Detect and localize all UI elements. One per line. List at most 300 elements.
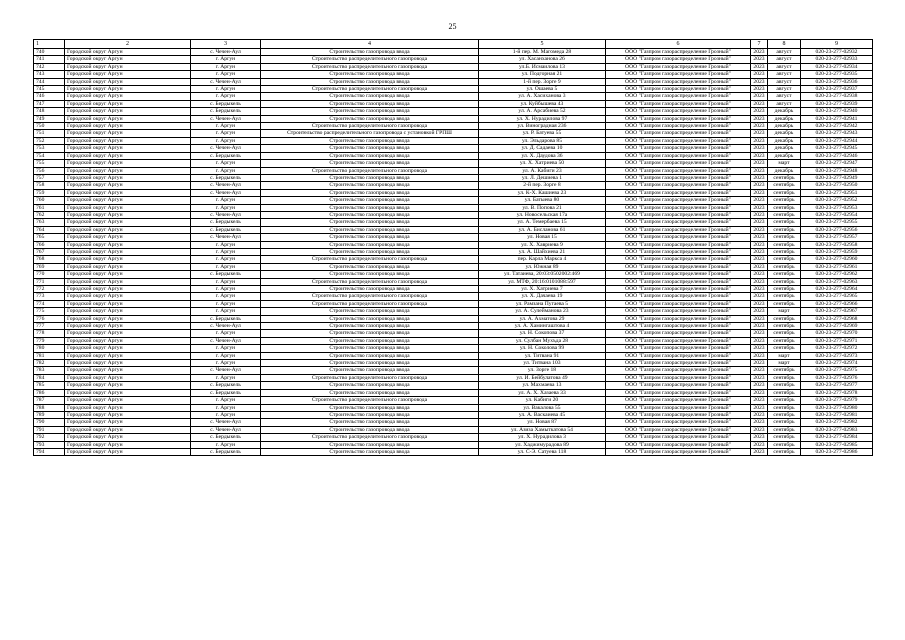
- address-cell: ул. Н. Соколова 99: [479, 345, 606, 352]
- table-row: [34, 271, 873, 278]
- work-type-cell: Строительство распределительного газопровода с установкой ГРПШ: [261, 130, 479, 137]
- registry-number-cell: 020-23-277-02955: [801, 219, 873, 226]
- month-cell: август: [768, 49, 801, 56]
- organization-cell: ООО "Газпром газораспределение Грозный": [606, 382, 751, 389]
- municipality-cell: Городской округ Аргун: [65, 108, 191, 115]
- table-row: [34, 367, 873, 374]
- month-cell: декабрь: [768, 108, 801, 115]
- organization-cell: ООО "Газпром газораспределение Грозный": [606, 448, 751, 455]
- table-row: [34, 352, 873, 359]
- work-type-cell: Строительство распределительного газопровода: [261, 63, 479, 70]
- organization-cell: ООО "Газпром газораспределение Грозный": [606, 330, 751, 337]
- work-type-cell: Строительство газопровода ввода: [261, 71, 479, 78]
- month-cell: сентябрь: [768, 345, 801, 352]
- registry-number-cell: 020-23-277-02974: [801, 360, 873, 367]
- table-row: [34, 137, 873, 144]
- work-type-cell: Строительство газопровода ввода: [261, 263, 479, 270]
- municipality-cell: Городской округ Аргун: [65, 234, 191, 241]
- work-type-cell: Строительство распределительного газопровода: [261, 56, 479, 63]
- row-number-cell: 765: [34, 234, 65, 241]
- address-cell: ул. Хаджимурадова 89: [479, 441, 606, 448]
- registry-number-cell: 020-23-277-02986: [801, 448, 873, 455]
- organization-cell: ООО "Газпром газораспределение Грозный": [606, 426, 751, 433]
- organization-cell: ООО "Газпром газораспределение Грозный": [606, 93, 751, 100]
- year-cell: 2023: [751, 204, 768, 211]
- work-type-cell: Строительство газопровода ввода: [261, 248, 479, 255]
- year-cell: 2023: [751, 308, 768, 315]
- year-cell: 2023: [751, 160, 768, 167]
- municipality-cell: Городской округ Аргун: [65, 434, 191, 441]
- address-cell: ул. Л. Дешиева 1: [479, 174, 606, 181]
- registry-number-cell: 020-23-277-02943: [801, 130, 873, 137]
- year-cell: 2023: [751, 174, 768, 181]
- row-number-cell: 782: [34, 360, 65, 367]
- row-number-cell: 763: [34, 219, 65, 226]
- row-number-cell: 754: [34, 152, 65, 159]
- month-cell: сентябрь: [768, 323, 801, 330]
- address-cell: ул. А. Васкаиева 45: [479, 411, 606, 418]
- row-number-cell: 773: [34, 293, 65, 300]
- row-number-cell: 779: [34, 337, 65, 344]
- month-cell: август: [768, 100, 801, 107]
- municipality-cell: Городской округ Аргун: [65, 167, 191, 174]
- work-type-cell: Строительство газопровода ввода: [261, 441, 479, 448]
- organization-cell: ООО "Газпром газораспределение Грозный": [606, 211, 751, 218]
- address-cell: ул. Куйбышева 43: [479, 100, 606, 107]
- registry-number-cell: 020-23-277-02947: [801, 160, 873, 167]
- settlement-cell: с. Бердыкель: [191, 271, 261, 278]
- month-cell: сентябрь: [768, 241, 801, 248]
- work-type-cell: Строительство распределительного газопровода: [261, 434, 479, 441]
- municipality-cell: Городской округ Аргун: [65, 130, 191, 137]
- year-cell: 2023: [751, 100, 768, 107]
- settlement-cell: с. Чечен-Аул: [191, 426, 261, 433]
- registry-number-cell: 020-23-277-02962: [801, 271, 873, 278]
- municipality-cell: Городской округ Аргун: [65, 145, 191, 152]
- organization-cell: ООО "Газпром газораспределение Грозный": [606, 411, 751, 418]
- work-type-cell: Строительство газопровода ввода: [261, 389, 479, 396]
- month-cell: сентябрь: [768, 182, 801, 189]
- organization-cell: ООО "Газпром газораспределение Грозный": [606, 263, 751, 270]
- year-cell: 2023: [751, 352, 768, 359]
- organization-cell: ООО "Газпром газораспределение Грозный": [606, 152, 751, 159]
- registry-number-cell: 020-23-277-02965: [801, 293, 873, 300]
- registry-number-cell: 020-23-277-02937: [801, 86, 873, 93]
- work-type-cell: Строительство газопровода ввода: [261, 93, 479, 100]
- address-cell: ул. С-Э. Сатуева 118: [479, 448, 606, 455]
- year-cell: 2023: [751, 211, 768, 218]
- row-number-cell: 771: [34, 278, 65, 285]
- work-type-cell: Строительство газопровода ввода: [261, 197, 479, 204]
- month-cell: декабрь: [768, 145, 801, 152]
- month-cell: сентябрь: [768, 374, 801, 381]
- work-type-cell: Строительство газопровода ввода: [261, 345, 479, 352]
- year-cell: 2023: [751, 345, 768, 352]
- header-cell: 7: [751, 40, 768, 49]
- table-row: [34, 182, 873, 189]
- settlement-cell: г. Аргун: [191, 130, 261, 137]
- organization-cell: ООО "Газпром газораспределение Грозный": [606, 278, 751, 285]
- table-row: [34, 174, 873, 181]
- registry-number-cell: 020-23-277-02940: [801, 108, 873, 115]
- registry-number-cell: 020-23-277-02957: [801, 234, 873, 241]
- row-number-cell: 748: [34, 108, 65, 115]
- year-cell: 2023: [751, 241, 768, 248]
- settlement-cell: г. Аргун: [191, 352, 261, 359]
- settlement-cell: с. Бердыкель: [191, 152, 261, 159]
- year-cell: 2023: [751, 367, 768, 374]
- registry-number-cell: 020-23-277-02977: [801, 382, 873, 389]
- table-row: [34, 167, 873, 174]
- row-number-cell: 788: [34, 404, 65, 411]
- municipality-cell: Городской округ Аргун: [65, 204, 191, 211]
- year-cell: 2023: [751, 256, 768, 263]
- year-cell: 2023: [751, 300, 768, 307]
- table-row: [34, 93, 873, 100]
- year-cell: 2023: [751, 271, 768, 278]
- table-row: [34, 226, 873, 233]
- month-cell: сентябрь: [768, 434, 801, 441]
- month-cell: сентябрь: [768, 300, 801, 307]
- address-cell: ул. Махмаева 13: [479, 382, 606, 389]
- row-number-cell: 740: [34, 49, 65, 56]
- month-cell: сентябрь: [768, 226, 801, 233]
- municipality-cell: Городской округ Аргун: [65, 263, 191, 270]
- registry-number-cell: 020-23-277-02941: [801, 115, 873, 122]
- work-type-cell: Строительство газопровода ввода: [261, 78, 479, 85]
- registry-number-cell: 020-23-277-02984: [801, 434, 873, 441]
- year-cell: 2023: [751, 426, 768, 433]
- organization-cell: ООО "Газпром газораспределение Грозный": [606, 345, 751, 352]
- month-cell: сентябрь: [768, 271, 801, 278]
- registry-number-cell: 020-23-277-02983: [801, 426, 873, 433]
- registry-number-cell: 020-23-277-02966: [801, 300, 873, 307]
- work-type-cell: Строительство газопровода ввода: [261, 182, 479, 189]
- table-row: [34, 71, 873, 78]
- organization-cell: ООО "Газпром газораспределение Грозный": [606, 337, 751, 344]
- municipality-cell: Городской округ Аргун: [65, 360, 191, 367]
- settlement-cell: г. Аргун: [191, 345, 261, 352]
- settlement-cell: с. Бердыкель: [191, 389, 261, 396]
- month-cell: сентябрь: [768, 293, 801, 300]
- registry-number-cell: 020-23-277-02969: [801, 323, 873, 330]
- municipality-cell: Городской округ Аргун: [65, 382, 191, 389]
- table-row: [34, 248, 873, 255]
- municipality-cell: Городской округ Аргун: [65, 115, 191, 122]
- organization-cell: ООО "Газпром газораспределение Грозный": [606, 167, 751, 174]
- table-row: [34, 448, 873, 455]
- month-cell: сентябрь: [768, 256, 801, 263]
- address-cell: ул. К-Х. Кашиева 23: [479, 189, 606, 196]
- table-row: [34, 63, 873, 70]
- year-cell: 2023: [751, 286, 768, 293]
- month-cell: март: [768, 160, 801, 167]
- settlement-cell: с. Чечен-Аул: [191, 367, 261, 374]
- registry-number-cell: 020-23-277-02961: [801, 263, 873, 270]
- organization-cell: ООО "Газпром газораспределение Грозный": [606, 360, 751, 367]
- organization-cell: ООО "Газпром газораспределение Грозный": [606, 100, 751, 107]
- registry-number-cell: 020-23-277-02953: [801, 204, 873, 211]
- row-number-cell: 745: [34, 86, 65, 93]
- municipality-cell: Городской округ Аргун: [65, 63, 191, 70]
- registry-number-cell: 020-23-277-02939: [801, 100, 873, 107]
- settlement-cell: г. Аргун: [191, 241, 261, 248]
- municipality-cell: Городской округ Аргун: [65, 397, 191, 404]
- work-type-cell: Строительство газопровода ввода: [261, 211, 479, 218]
- registry-number-cell: 020-23-277-02933: [801, 56, 873, 63]
- registry-number-cell: 020-23-277-02932: [801, 49, 873, 56]
- row-number-cell: 770: [34, 271, 65, 278]
- month-cell: август: [768, 86, 801, 93]
- row-number-cell: 780: [34, 345, 65, 352]
- address-cell: пер. Карла Маркса 4: [479, 256, 606, 263]
- row-number-cell: 778: [34, 330, 65, 337]
- municipality-cell: Городской округ Аргун: [65, 271, 191, 278]
- organization-cell: ООО "Газпром газораспределение Грозный": [606, 352, 751, 359]
- work-type-cell: Строительство газопровода ввода: [261, 315, 479, 322]
- municipality-cell: Городской округ Аргун: [65, 182, 191, 189]
- month-cell: сентябрь: [768, 219, 801, 226]
- work-type-cell: Строительство газопровода ввода: [261, 226, 479, 233]
- municipality-cell: Городской округ Аргун: [65, 448, 191, 455]
- work-type-cell: Строительство распределительного газопровода: [261, 374, 479, 381]
- registry-number-cell: 020-23-277-02935: [801, 71, 873, 78]
- municipality-cell: Городской округ Аргун: [65, 308, 191, 315]
- registry-number-cell: 020-23-277-02981: [801, 411, 873, 418]
- row-number-cell: 743: [34, 71, 65, 78]
- month-cell: сентябрь: [768, 189, 801, 196]
- work-type-cell: Строительство газопровода ввода: [261, 100, 479, 107]
- month-cell: март: [768, 308, 801, 315]
- work-type-cell: Строительство газопровода ввода: [261, 286, 479, 293]
- settlement-cell: с. Бердыкель: [191, 226, 261, 233]
- settlement-cell: г. Аргун: [191, 263, 261, 270]
- municipality-cell: Городской округ Аргун: [65, 389, 191, 396]
- organization-cell: ООО "Газпром газораспределение Грозный": [606, 145, 751, 152]
- municipality-cell: Городской округ Аргун: [65, 71, 191, 78]
- address-cell: ул. Х. Хавриева 9: [479, 241, 606, 248]
- registry-number-cell: 020-23-277-02964: [801, 286, 873, 293]
- year-cell: 2023: [751, 108, 768, 115]
- year-cell: 2023: [751, 419, 768, 426]
- registry-number-cell: 020-23-277-02950: [801, 182, 873, 189]
- page-number: 25: [448, 22, 457, 31]
- settlement-cell: г. Аргун: [191, 278, 261, 285]
- month-cell: сентябрь: [768, 367, 801, 374]
- table-row: [34, 152, 873, 159]
- settlement-cell: с. Бердыкель: [191, 448, 261, 455]
- row-number-cell: 789: [34, 411, 65, 418]
- address-cell: ул. Подгорная 21: [479, 71, 606, 78]
- registry-number-cell: 020-23-277-02945: [801, 145, 873, 152]
- organization-cell: ООО "Газпром газораспределение Грозный": [606, 189, 751, 196]
- settlement-cell: с. Бердыкель: [191, 108, 261, 115]
- month-cell: сентябрь: [768, 204, 801, 211]
- work-type-cell: Строительство газопровода ввода: [261, 448, 479, 455]
- address-cell: ул. Х. Хатриева 7: [479, 286, 606, 293]
- address-cell: ул. А. Х. Хазаева 33: [479, 389, 606, 396]
- month-cell: август: [768, 78, 801, 85]
- row-number-cell: 751: [34, 130, 65, 137]
- settlement-cell: г. Аргун: [191, 63, 261, 70]
- row-number-cell: 769: [34, 263, 65, 270]
- year-cell: 2023: [751, 93, 768, 100]
- organization-cell: ООО "Газпром газораспределение Грозный": [606, 174, 751, 181]
- address-cell: ул. А. Бисланова 61: [479, 226, 606, 233]
- address-cell: ул. Кабиги 20: [479, 397, 606, 404]
- organization-cell: ООО "Газпром газораспределение Грозный": [606, 248, 751, 255]
- municipality-cell: Городской округ Аргун: [65, 441, 191, 448]
- row-number-cell: 758: [34, 182, 65, 189]
- table-row: [34, 300, 873, 307]
- month-cell: сентябрь: [768, 197, 801, 204]
- address-cell: ул. А. Сулейманова 23: [479, 308, 606, 315]
- work-type-cell: Строительство газопровода ввода: [261, 108, 479, 115]
- month-cell: сентябрь: [768, 248, 801, 255]
- registry-number-cell: 020-23-277-02934: [801, 63, 873, 70]
- table-row: [34, 293, 873, 300]
- municipality-cell: Городской округ Аргун: [65, 286, 191, 293]
- organization-cell: ООО "Газпром газораспределение Грозный": [606, 271, 751, 278]
- settlement-cell: с. Чечен-Аул: [191, 419, 261, 426]
- registry-number-cell: 020-23-277-02956: [801, 226, 873, 233]
- row-number-cell: 766: [34, 241, 65, 248]
- organization-cell: ООО "Газпром газораспределение Грозный": [606, 367, 751, 374]
- address-cell: 2-й пер. Зорге 8: [479, 182, 606, 189]
- municipality-cell: Городской округ Аргун: [65, 367, 191, 374]
- municipality-cell: Городской округ Аргун: [65, 219, 191, 226]
- row-number-cell: 750: [34, 123, 65, 130]
- month-cell: сентябрь: [768, 441, 801, 448]
- table-row: [34, 397, 873, 404]
- settlement-cell: с. Бердыкель: [191, 382, 261, 389]
- work-type-cell: Строительство газопровода ввода: [261, 137, 479, 144]
- work-type-cell: Строительство газопровода ввода: [261, 219, 479, 226]
- municipality-cell: Городской округ Аргун: [65, 174, 191, 181]
- work-type-cell: Строительство газопровода ввода: [261, 234, 479, 241]
- settlement-cell: с. Чечен-Аул: [191, 337, 261, 344]
- settlement-cell: г. Аргун: [191, 404, 261, 411]
- address-cell: ул. А. Шайхиева 21: [479, 248, 606, 255]
- row-number-cell: 742: [34, 63, 65, 70]
- municipality-cell: Городской округ Аргун: [65, 100, 191, 107]
- month-cell: декабрь: [768, 167, 801, 174]
- year-cell: 2023: [751, 360, 768, 367]
- address-cell: ул. А. Темербаева 15: [479, 219, 606, 226]
- month-cell: декабрь: [768, 152, 801, 159]
- municipality-cell: Городской округ Аргун: [65, 137, 191, 144]
- organization-cell: ООО "Газпром газораспределение Грозный": [606, 63, 751, 70]
- year-cell: 2023: [751, 71, 768, 78]
- table-row: [34, 315, 873, 322]
- table-row: [34, 145, 873, 152]
- work-type-cell: Строительство газопровода ввода: [261, 330, 479, 337]
- settlement-cell: г. Аргун: [191, 204, 261, 211]
- work-type-cell: Строительство газопровода ввода: [261, 241, 479, 248]
- municipality-cell: Городской округ Аргун: [65, 323, 191, 330]
- organization-cell: ООО "Газпром газораспределение Грозный": [606, 123, 751, 130]
- registry-number-cell: 020-23-277-02967: [801, 308, 873, 315]
- row-number-cell: 760: [34, 197, 65, 204]
- header-cell: 5: [479, 40, 606, 49]
- settlement-cell: г. Аргун: [191, 248, 261, 255]
- month-cell: сентябрь: [768, 315, 801, 322]
- organization-cell: ООО "Газпром газораспределение Грозный": [606, 434, 751, 441]
- municipality-cell: Городской округ Аргун: [65, 404, 191, 411]
- registry-number-cell: 020-23-277-02948: [801, 167, 873, 174]
- settlement-cell: с. Чечен-Аул: [191, 189, 261, 196]
- table-row: [34, 160, 873, 167]
- organization-cell: ООО "Газпром газораспределение Грозный": [606, 115, 751, 122]
- address-cell: ул. А. Арсабиева 52: [479, 108, 606, 115]
- address-cell: ул. И. Бейбулатова 49: [479, 374, 606, 381]
- work-type-cell: Строительство газопровода ввода: [261, 323, 479, 330]
- municipality-cell: Городской округ Аргун: [65, 241, 191, 248]
- municipality-cell: Городской округ Аргун: [65, 197, 191, 204]
- year-cell: 2023: [751, 189, 768, 196]
- address-cell: ул. Рамзана Пугаева 5: [479, 300, 606, 307]
- month-cell: сентябрь: [768, 389, 801, 396]
- settlement-cell: г. Аргун: [191, 56, 261, 63]
- settlement-cell: г. Аргун: [191, 308, 261, 315]
- row-number-cell: 761: [34, 204, 65, 211]
- registry-number-cell: 020-23-277-02944: [801, 137, 873, 144]
- address-cell: ул. Д. Садаева 10: [479, 145, 606, 152]
- address-cell: ул. Х. Даудова 36: [479, 152, 606, 159]
- municipality-cell: Городской округ Аргун: [65, 189, 191, 196]
- works-table: [33, 39, 873, 456]
- table-row: [34, 130, 873, 137]
- year-cell: 2023: [751, 411, 768, 418]
- settlement-cell: г. Аргун: [191, 330, 261, 337]
- municipality-cell: Городской округ Аргун: [65, 419, 191, 426]
- header-cell: 4: [261, 40, 479, 49]
- header-cell: 9: [801, 40, 873, 49]
- settlement-cell: с. Бердыкель: [191, 100, 261, 107]
- work-type-cell: Строительство газопровода ввода: [261, 419, 479, 426]
- row-number-cell: 792: [34, 434, 65, 441]
- table-row: [34, 382, 873, 389]
- settlement-cell: г. Аргун: [191, 360, 261, 367]
- address-cell: ул. Сулбан Мухъда 28: [479, 337, 606, 344]
- row-number-cell: 767: [34, 248, 65, 255]
- year-cell: 2023: [751, 278, 768, 285]
- year-cell: 2023: [751, 56, 768, 63]
- organization-cell: ООО "Газпром газораспределение Грозный": [606, 197, 751, 204]
- month-cell: сентябрь: [768, 263, 801, 270]
- settlement-cell: г. Аргун: [191, 167, 261, 174]
- registry-number-cell: 020-23-277-02951: [801, 189, 873, 196]
- settlement-cell: г. Аргун: [191, 197, 261, 204]
- registry-number-cell: 020-23-277-02938: [801, 93, 873, 100]
- address-cell: ул. А. Ахматова 29: [479, 315, 606, 322]
- municipality-cell: Городской округ Аргун: [65, 256, 191, 263]
- organization-cell: ООО "Газпром газораспределение Грозный": [606, 404, 751, 411]
- settlement-cell: г. Аргун: [191, 137, 261, 144]
- year-cell: 2023: [751, 115, 768, 122]
- settlement-cell: с. Чечен-Аул: [191, 115, 261, 122]
- registry-number-cell: 020-23-277-02949: [801, 174, 873, 181]
- year-cell: 2023: [751, 404, 768, 411]
- table-body: [34, 40, 873, 456]
- month-cell: декабрь: [768, 130, 801, 137]
- organization-cell: ООО "Газпром газораспределение Грозный": [606, 78, 751, 85]
- table-row: [34, 219, 873, 226]
- year-cell: 2023: [751, 152, 768, 159]
- address-cell: ул. Р. Батуева 55: [479, 130, 606, 137]
- settlement-cell: г. Аргун: [191, 93, 261, 100]
- row-number-cell: 759: [34, 189, 65, 196]
